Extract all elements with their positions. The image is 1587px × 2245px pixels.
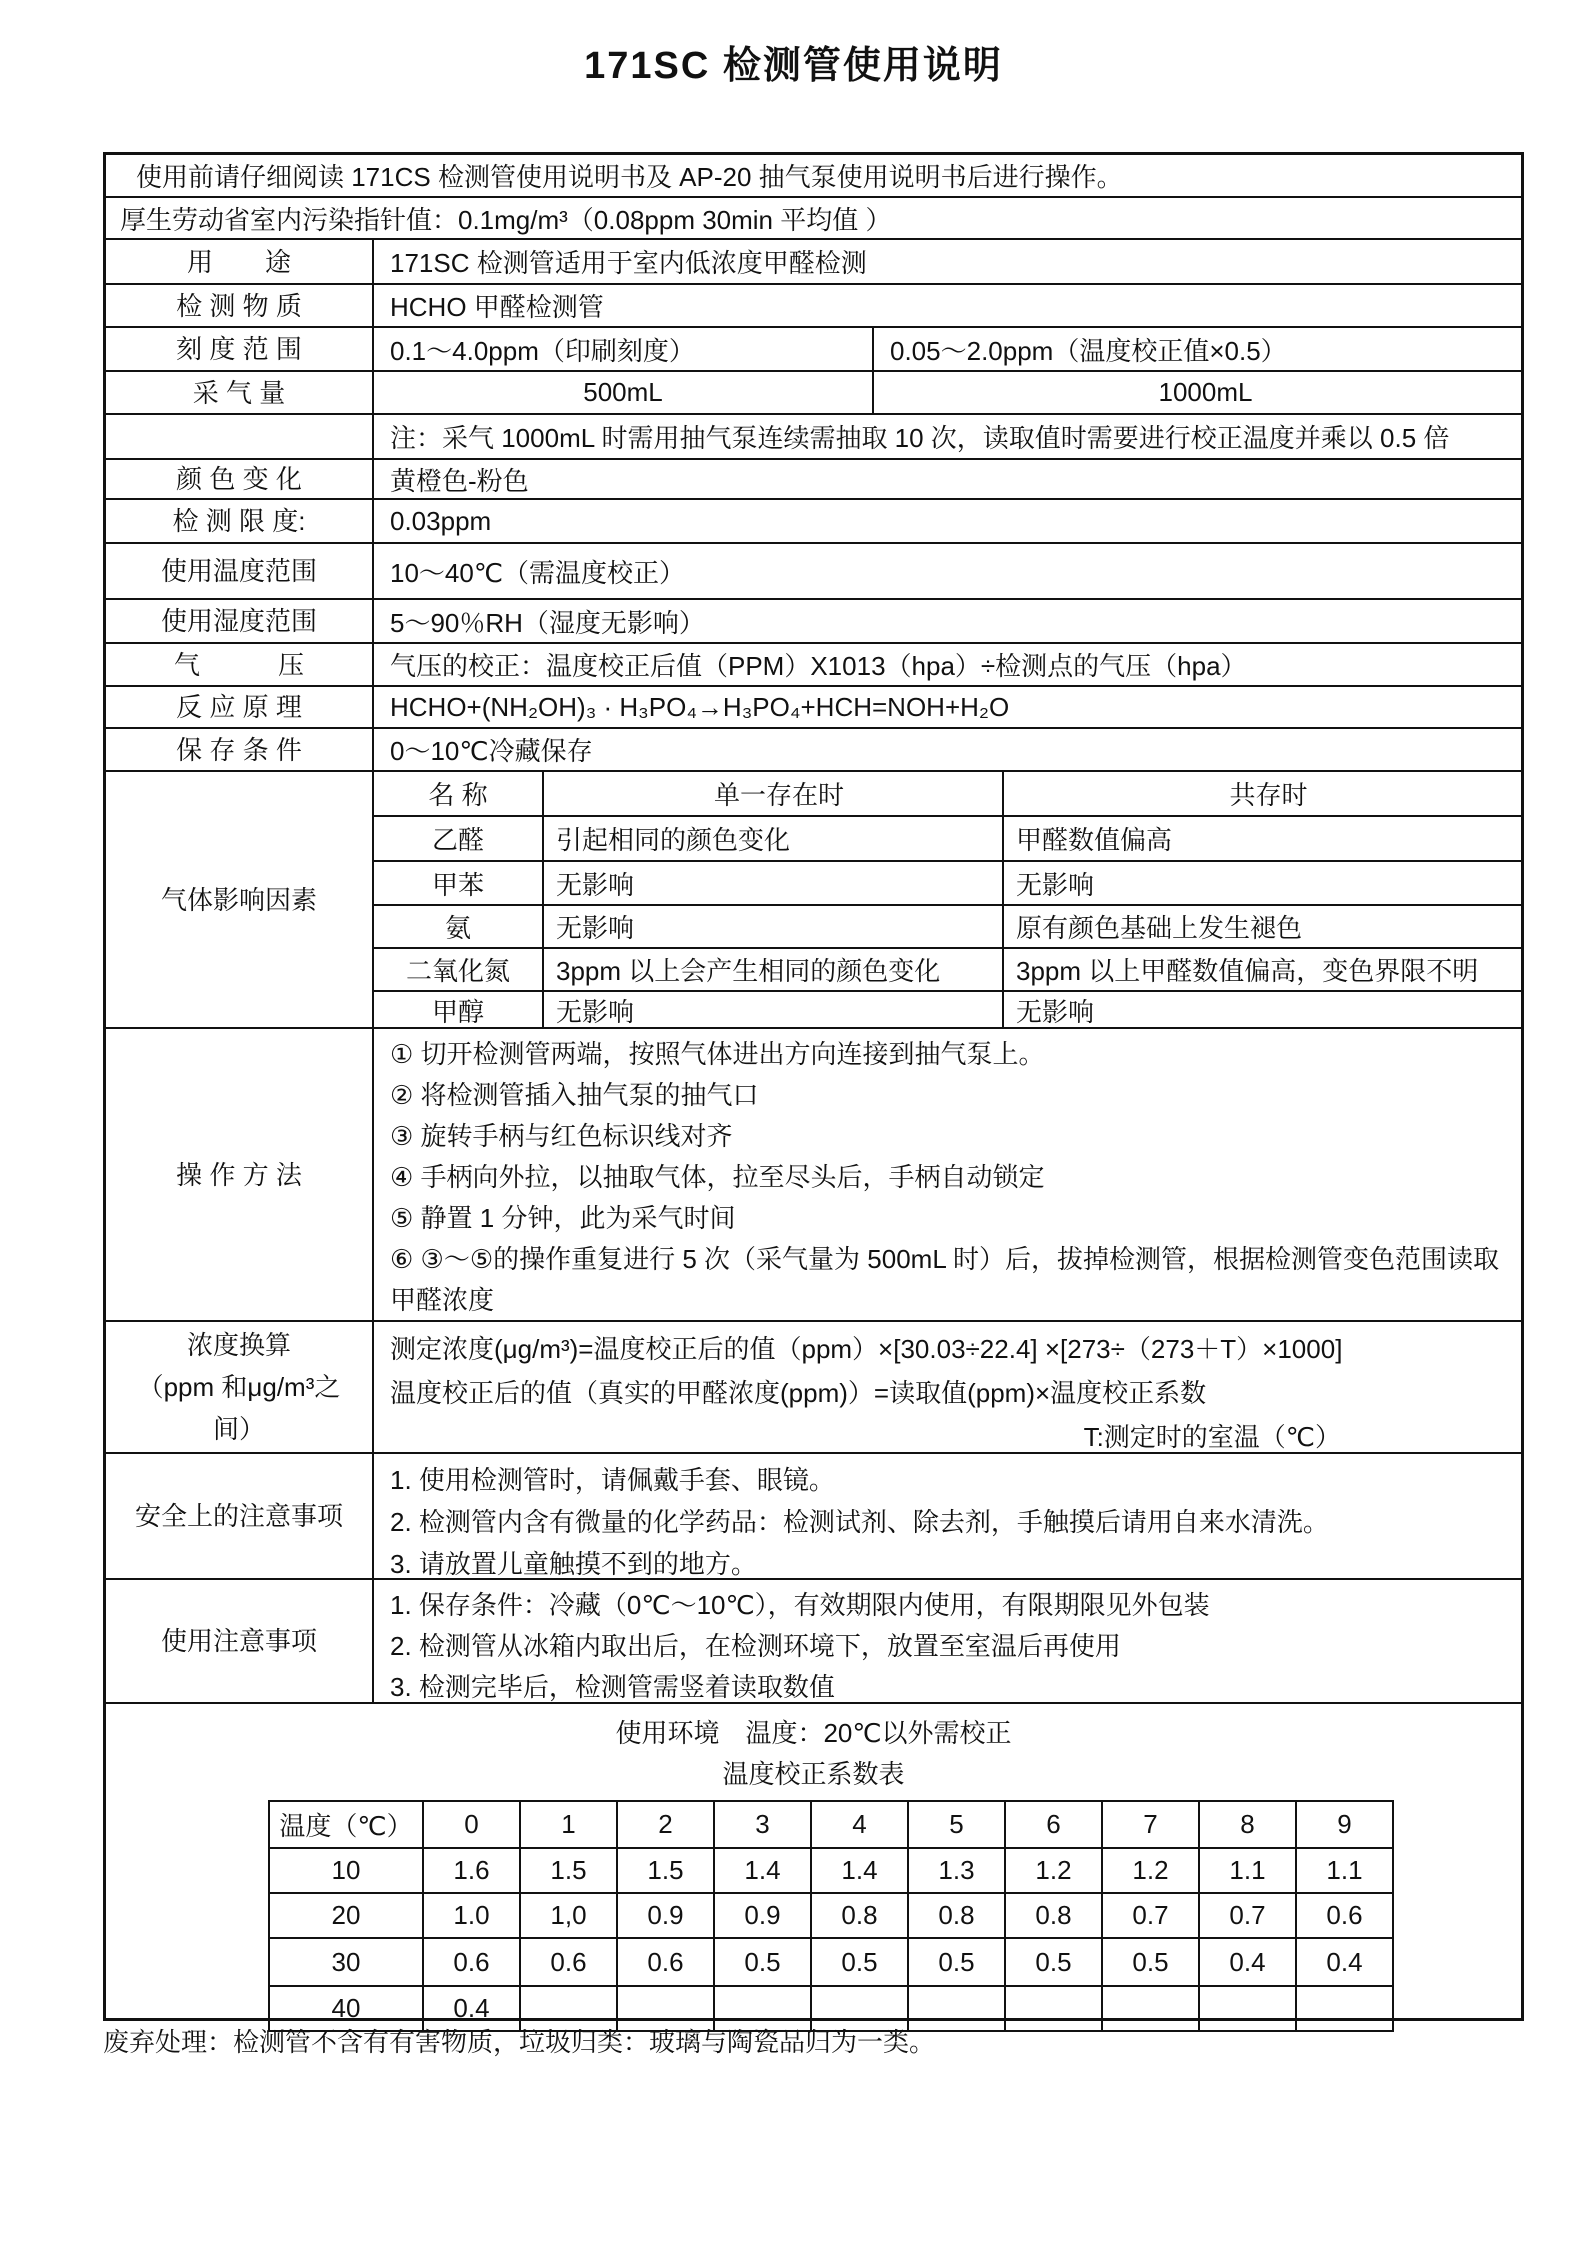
- gas-sub-table: [374, 772, 1521, 1027]
- temp-cell: 10: [331, 1855, 361, 1885]
- table-row-volume: [106, 370, 1521, 413]
- temp-table-row: [270, 1892, 1392, 1937]
- temp-cell: 1.6: [422, 1849, 519, 1892]
- temp-cell: 0.5: [1101, 1939, 1198, 1985]
- row-label: 保 存 条 件: [106, 729, 374, 770]
- table-row-limit: [106, 498, 1521, 542]
- temp-cell: 0.8: [810, 1894, 907, 1937]
- row-label: 安全上的注意事项: [106, 1454, 374, 1578]
- operation-step: ⑤ 静置 1 分钟，此为采气时间: [390, 1203, 736, 1233]
- temp-cell: 0.4: [422, 1987, 519, 2030]
- gas-single: 无影响: [544, 862, 1004, 904]
- temp-cell: 1.1: [1198, 1849, 1295, 1892]
- temp-cell: 0.5: [907, 1939, 1004, 1985]
- temp-cell: 40: [331, 1993, 361, 2023]
- row-label: 用 途: [106, 240, 374, 283]
- gas-coexist: 3ppm 以上甲醛数值偏高，变色界限不明: [1016, 956, 1479, 986]
- temp-table-title: 温度校正系数表: [722, 1759, 905, 1789]
- gas-name: 乙醛: [374, 817, 544, 860]
- usage-note-item: 3. 检测完毕后，检测管需竖着读取数值: [390, 1672, 835, 1702]
- row-label: 使用温度范围: [106, 544, 374, 598]
- main-table: [103, 152, 1524, 2021]
- conversion-label-line: 间）: [212, 1414, 265, 1444]
- table-row-color: [106, 458, 1521, 498]
- row-value: 171SC 检测管适用于室内低浓度甲醛检测: [390, 248, 867, 278]
- table-row-temp-range: [106, 542, 1521, 598]
- table-row-operation: [106, 1027, 1521, 1320]
- temp-cell: 1.4: [713, 1849, 810, 1892]
- table-row-principle: [106, 685, 1521, 727]
- row-label: 操 作 方 法: [106, 1029, 374, 1320]
- row-label: 检 测 物 质: [106, 285, 374, 326]
- temp-cell: [1198, 1987, 1295, 2030]
- row-label: 颜 色 变 化: [106, 460, 374, 498]
- temp-cell: 0.6: [1295, 1894, 1392, 1937]
- row-value: HCHO+(NH₂OH)₃ · H₃PO₄→H₃PO₄+HCH=NOH+H₂O: [390, 691, 1010, 722]
- operation-step: ④ 手柄向外拉，以抽取气体，拉至尽头后，手柄自动锁定: [390, 1162, 1045, 1192]
- temp-cell: 1.4: [810, 1849, 907, 1892]
- temp-cell: [1295, 1987, 1392, 2030]
- temp-header-cell: 5: [907, 1802, 1004, 1847]
- gas-header-name: 名 称: [374, 772, 544, 815]
- table-row-substance: [106, 283, 1521, 326]
- row-label-empty: [106, 415, 374, 458]
- conversion-formula: 温度校正后的值（真实的甲醛浓度(ppm)）=读取值(ppm)×温度校正系数: [390, 1378, 1207, 1408]
- temp-cell: 0.5: [810, 1939, 907, 1985]
- temp-table-header-row: [270, 1802, 1392, 1847]
- row-label: [106, 1322, 374, 1452]
- temp-cell: 30: [331, 1946, 361, 1977]
- table-row-environment: [106, 1702, 1521, 2023]
- temp-header-cell: 2: [616, 1802, 713, 1847]
- gas-name: 氨: [374, 906, 544, 947]
- temp-header-cell: 9: [1295, 1802, 1392, 1847]
- row-value-left: 0.1～4.0ppm（印刷刻度）: [374, 328, 874, 370]
- temp-cell: 1.3: [907, 1849, 1004, 1892]
- temp-header-cell: 3: [713, 1802, 810, 1847]
- temp-cell: 1.5: [616, 1849, 713, 1892]
- usage-note-item: 1. 保存条件：冷藏（0℃～10℃），有效期限内使用，有限期限见外包装: [390, 1590, 1210, 1620]
- temp-cell: 0.6: [519, 1939, 616, 1985]
- temp-cell: 1.1: [1295, 1849, 1392, 1892]
- row-value-right: 1000mL: [1158, 377, 1253, 407]
- operation-step: ⑥ ③～⑤的操作重复进行 5 次（采气量为 500mL 时）后，拔掉检测管，根据检测管变色范围读取甲醛浓度: [390, 1244, 1500, 1315]
- conversion-note: T:测定时的室温（℃）: [1083, 1422, 1341, 1452]
- row-value: 5～90％RH（湿度无影响）: [390, 607, 705, 638]
- environment-line: 使用环境 温度：20℃以外需校正: [615, 1718, 1012, 1748]
- row-value: HCHO 甲醛检测管: [390, 292, 604, 322]
- table-row-intro2: [106, 196, 1521, 238]
- row-value: 注：采气 1000mL 时需用抽气泵连续需抽取 10 次，读取值时需要进行校正温度并乘以 0.5 倍: [390, 423, 1450, 453]
- table-row-humidity: [106, 598, 1521, 642]
- row-value: 10～40℃（需温度校正）: [390, 557, 686, 588]
- conversion-label-line: 浓度换算: [186, 1330, 291, 1360]
- operation-steps: [374, 1029, 1521, 1320]
- temp-cell: 0.9: [713, 1894, 810, 1937]
- temp-table-row: [270, 1847, 1392, 1892]
- temp-header-cell: 0: [422, 1802, 519, 1847]
- temp-cell: 0.5: [1004, 1939, 1101, 1985]
- gas-row: [374, 904, 1521, 947]
- disposal-note: 废弃处理：检测管不含有有害物质，垃圾归类：玻璃与陶瓷品归为一类。: [103, 2027, 936, 2057]
- temp-cell: 0.7: [1101, 1894, 1198, 1937]
- table-row-pressure: [106, 642, 1521, 685]
- usage-note-items: [374, 1580, 1521, 1702]
- page-title: 171SC 检测管使用说明: [584, 45, 1003, 87]
- temp-cell: [1004, 1987, 1101, 2030]
- temp-cell: 1.2: [1101, 1849, 1198, 1892]
- gas-header-single: 单一存在时: [544, 772, 1004, 815]
- intro-line1: 使用前请仔细阅读 171CS 检测管使用说明书及 AP-20 抽气泵使用说明书后进行操作。: [136, 162, 1123, 192]
- conversion-formula: 测定浓度(μg/m³)=温度校正后的值（ppm）×[30.03÷22.4] ×[273÷（273＋T）×1000]: [390, 1334, 1343, 1364]
- gas-coexist: 甲醛数值偏高: [1016, 825, 1173, 855]
- temp-cell: 0.9: [616, 1894, 713, 1937]
- gas-name: 甲醇: [374, 992, 544, 1029]
- row-label: 刻 度 范 围: [106, 328, 374, 370]
- intro-line2: 厚生劳动省室内污染指针值：0.1mg/m³（0.08ppm 30min 平均值 ）: [120, 204, 892, 235]
- row-label: 使用湿度范围: [106, 600, 374, 642]
- temp-cell: 0.4: [1198, 1939, 1295, 1985]
- row-label: 使用注意事项: [106, 1580, 374, 1702]
- gas-single: 无影响: [544, 992, 1004, 1029]
- gas-row: [374, 860, 1521, 904]
- temp-cell: [1101, 1987, 1198, 2030]
- gas-row: [374, 990, 1521, 1029]
- row-label: 气 压: [106, 644, 374, 685]
- table-row-intro1: [106, 155, 1521, 196]
- temp-header-cell: 6: [1004, 1802, 1101, 1847]
- gas-row: [374, 815, 1521, 860]
- row-value: 气压的校正：温度校正后值（PPM）X1013（hpa）÷检测点的气压（hpa）: [390, 651, 1247, 681]
- temp-cell: 1.5: [519, 1849, 616, 1892]
- row-value-left: 500mL: [374, 372, 874, 413]
- temp-cell: 0.4: [1295, 1939, 1392, 1985]
- table-row-safety: [106, 1452, 1521, 1578]
- gas-single: 3ppm 以上会产生相同的颜色变化: [544, 949, 1004, 990]
- operation-step: ③ 旋转手柄与红色标识线对齐: [390, 1121, 733, 1151]
- table-row-gas-factors: [106, 770, 1521, 1027]
- row-label: 反 应 原 理: [106, 687, 374, 727]
- usage-note-item: 2. 检测管从冰箱内取出后，在检测环境下，放置至室温后再使用: [390, 1631, 1121, 1661]
- temp-header-cell: 4: [810, 1802, 907, 1847]
- row-label: 检 测 限 度:: [106, 500, 374, 542]
- gas-header-coexist: 共存时: [1229, 780, 1308, 810]
- temp-header-cell: 1: [519, 1802, 616, 1847]
- temp-cell: 1.2: [1004, 1849, 1101, 1892]
- temp-cell: 1.0: [422, 1894, 519, 1937]
- table-row-usage: [106, 238, 1521, 283]
- row-label: 气体影响因素: [106, 772, 374, 1027]
- safety-items: [374, 1454, 1521, 1578]
- environment-block: [106, 1704, 1521, 2023]
- temp-cell: 0.6: [616, 1939, 713, 1985]
- table-row-usage-notes: [106, 1578, 1521, 1702]
- table-row-storage: [106, 727, 1521, 770]
- gas-single: 引起相同的颜色变化: [544, 817, 1004, 860]
- temp-header-cell: 8: [1198, 1802, 1295, 1847]
- safety-item: 1. 使用检测管时，请佩戴手套、眼镜。: [390, 1465, 835, 1495]
- temp-cell: 0.5: [713, 1939, 810, 1985]
- conversion-content: [374, 1322, 1521, 1452]
- gas-row: [374, 947, 1521, 990]
- row-value: 0～10℃冷藏保存: [390, 736, 593, 766]
- temp-cell: 0.8: [907, 1894, 1004, 1937]
- temp-correction-table: [268, 1800, 1394, 2032]
- temp-header-cell: 温度（℃）: [279, 1811, 413, 1841]
- temp-cell: 0.8: [1004, 1894, 1101, 1937]
- row-value: 0.03ppm: [390, 505, 492, 536]
- operation-step: ① 切开检测管两端，按照气体进出方向连接到抽气泵上。: [390, 1039, 1045, 1069]
- gas-name: 二氧化氮: [374, 949, 544, 990]
- table-row-note: [106, 413, 1521, 458]
- row-value: 黄橙色-粉色: [390, 465, 529, 496]
- temp-table-row: [270, 1937, 1392, 1985]
- table-row-scale: [106, 326, 1521, 370]
- table-row-conversion: [106, 1320, 1521, 1452]
- temp-cell: 0.6: [422, 1939, 519, 1985]
- gas-coexist: 无影响: [1016, 869, 1095, 900]
- safety-item: 3. 请放置儿童触摸不到的地方。: [390, 1549, 757, 1579]
- safety-item: 2. 检测管内含有微量的化学药品：检测试剂、除去剂，手触摸后请用自来水清洗。: [390, 1507, 1329, 1537]
- gas-header-row: [374, 772, 1521, 815]
- temp-cell: 0.7: [1198, 1894, 1295, 1937]
- gas-coexist: 无影响: [1016, 997, 1095, 1027]
- row-label: 采 气 量: [106, 372, 374, 413]
- conversion-label-line: （ppm 和μg/m³之: [137, 1372, 341, 1402]
- temp-cell: 1,0: [519, 1894, 616, 1937]
- temp-cell: 20: [331, 1900, 361, 1930]
- operation-step: ② 将检测管插入抽气泵的抽气口: [390, 1080, 759, 1110]
- conversion-label: [138, 1324, 341, 1450]
- gas-single: 无影响: [544, 906, 1004, 947]
- gas-name: 甲苯: [374, 862, 544, 904]
- gas-coexist: 原有颜色基础上发生褪色: [1016, 913, 1303, 943]
- row-value-right: 0.05～2.0ppm（温度校正值×0.5）: [890, 335, 1287, 366]
- temp-header-cell: 7: [1101, 1802, 1198, 1847]
